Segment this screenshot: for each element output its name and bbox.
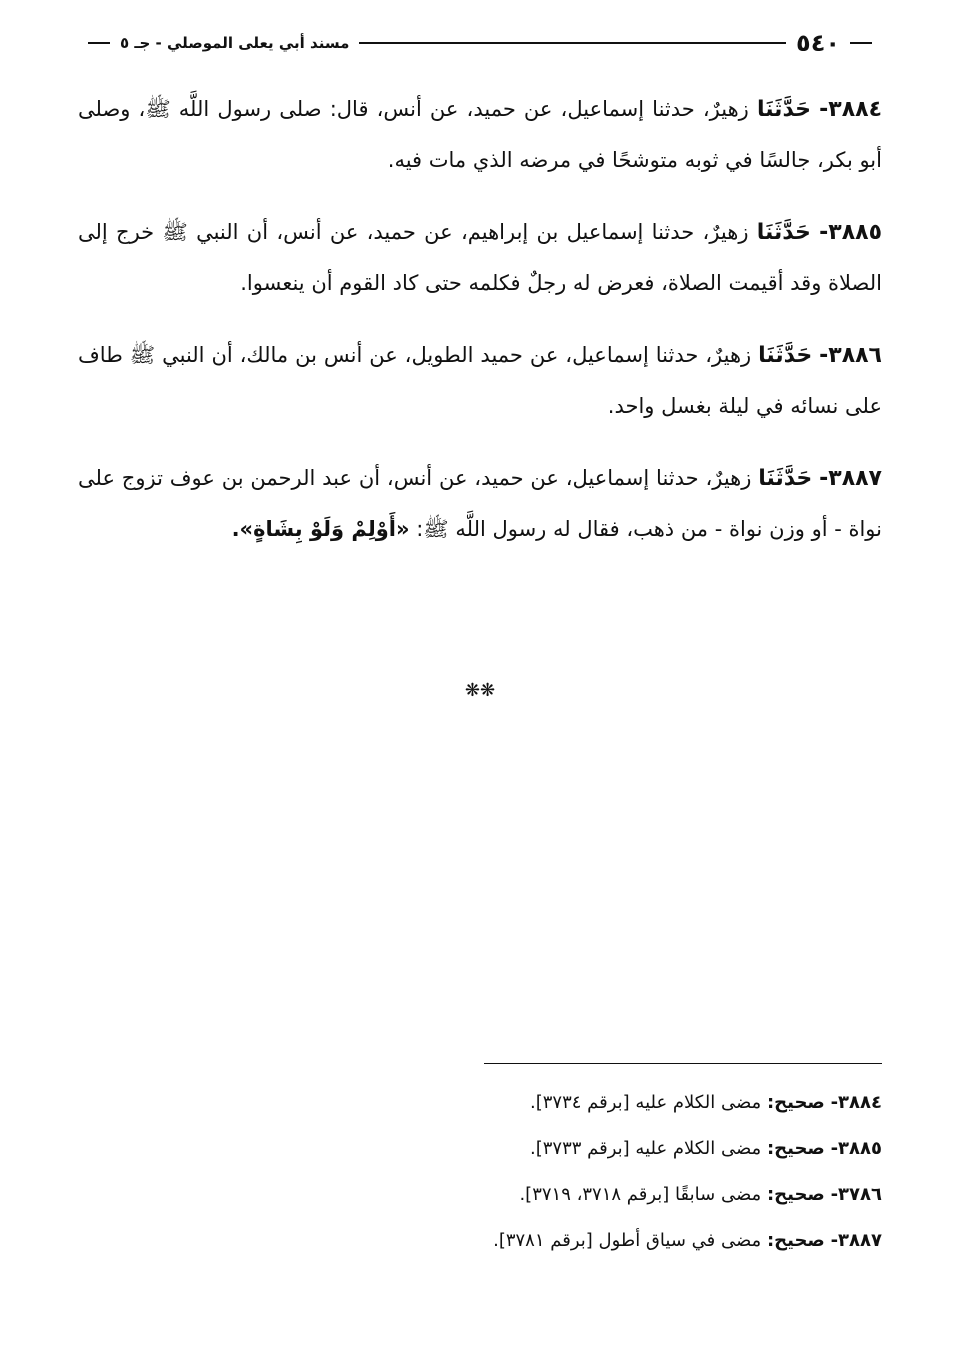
header-rule-middle xyxy=(359,42,786,44)
hadith-number: ٣٨٨٧- xyxy=(819,466,882,491)
hadith-number: ٣٨٨٥- xyxy=(819,220,882,245)
hadith-3885 xyxy=(78,207,882,308)
hadith-3887 xyxy=(78,453,882,554)
footnote-rule xyxy=(484,1063,882,1064)
hadith-text: زهيرٌ، حدثنا إسماعيل، عن حميد الطويل، عن أنس بن مالك، أن النبي ﷺ طاف على نسائه في ليلة بغسل واحد. xyxy=(78,343,882,418)
hadith-number: ٣٨٨٤- xyxy=(819,97,882,122)
section-separator: ❋❋ xyxy=(464,680,496,701)
footnote-number: ٣٨٨٥- xyxy=(830,1138,882,1159)
footnote-text: مضى الكلام عليه [برقم ٣٧٣٤]. xyxy=(530,1092,762,1113)
hadith-text: زهيرٌ، حدثنا إسماعيل، عن حميد، عن أنس، قال: صلى رسول اللَّه ﷺ، وصلى أبو بكر، جالسًا في ثوبه متوشحًا في مرضه الذي مات فيه. xyxy=(78,97,882,172)
footnote-text: مضى سابقًا [برقم ٣٧١٨، ٣٧١٩]. xyxy=(519,1184,762,1205)
footnote-number: ٣٧٨٦- xyxy=(830,1184,882,1205)
footnote-grade: صحيح: xyxy=(766,1092,825,1113)
hadith-opener: حَدَّثَنَا xyxy=(756,220,811,245)
hadith-opener: حَدَّثَنَا xyxy=(758,343,813,368)
hadith-number: ٣٨٨٦- xyxy=(819,343,882,368)
footnote-grade: صحيح: xyxy=(766,1184,825,1205)
hadith-3886 xyxy=(78,330,882,431)
hadith-body xyxy=(78,84,882,576)
hadith-opener: حَدَّثَنَا xyxy=(756,97,812,122)
footnote-3884 xyxy=(182,1080,882,1126)
footnote-3887 xyxy=(182,1218,882,1264)
footnote-number: ٣٨٨٧- xyxy=(830,1230,882,1251)
hadith-text: زهيرٌ، حدثنا إسماعيل بن إبراهيم، عن حميد، عن أنس، أن النبي ﷺ خرج إلى الصلاة وقد أقيمت الصلاة، فعرض له رجلٌ فكلمه حتى كاد القوم أن ينعسوا. xyxy=(78,220,882,295)
footnote-number: ٣٨٨٤- xyxy=(830,1092,882,1113)
footnote-grade: صحيح: xyxy=(766,1230,825,1251)
footnotes xyxy=(182,1080,882,1264)
header-rule-left xyxy=(88,42,110,44)
hadith-3884 xyxy=(78,84,882,185)
book-title: مسند أبي يعلى الموصلي - جـ ٥ xyxy=(120,34,350,52)
footnote-text: مضى في سياق أطول [برقم ٣٧٨١]. xyxy=(493,1230,762,1251)
hadith-text: زهيرٌ، حدثنا إسماعيل، عن حميد، عن أنس، أن عبد الرحمن بن عوف تزوج على نواة - أو وزن نواة - من ذهب، فقال له رسول اللَّه ﷺ: xyxy=(78,466,882,541)
prophetic-quote: «أَوْلِمْ وَلَوْ بِشَاةٍ». xyxy=(231,517,410,541)
page-number: ٥٤٠ xyxy=(796,29,840,57)
footnote-3786 xyxy=(182,1172,882,1218)
footnote-grade: صحيح: xyxy=(766,1138,825,1159)
header-rule-right xyxy=(850,42,872,44)
footnote-text: مضى الكلام عليه [برقم ٣٧٣٣]. xyxy=(530,1138,762,1159)
footnote-3885 xyxy=(182,1126,882,1172)
hadith-opener: حَدَّثَنَا xyxy=(758,466,813,491)
running-header xyxy=(78,28,882,58)
